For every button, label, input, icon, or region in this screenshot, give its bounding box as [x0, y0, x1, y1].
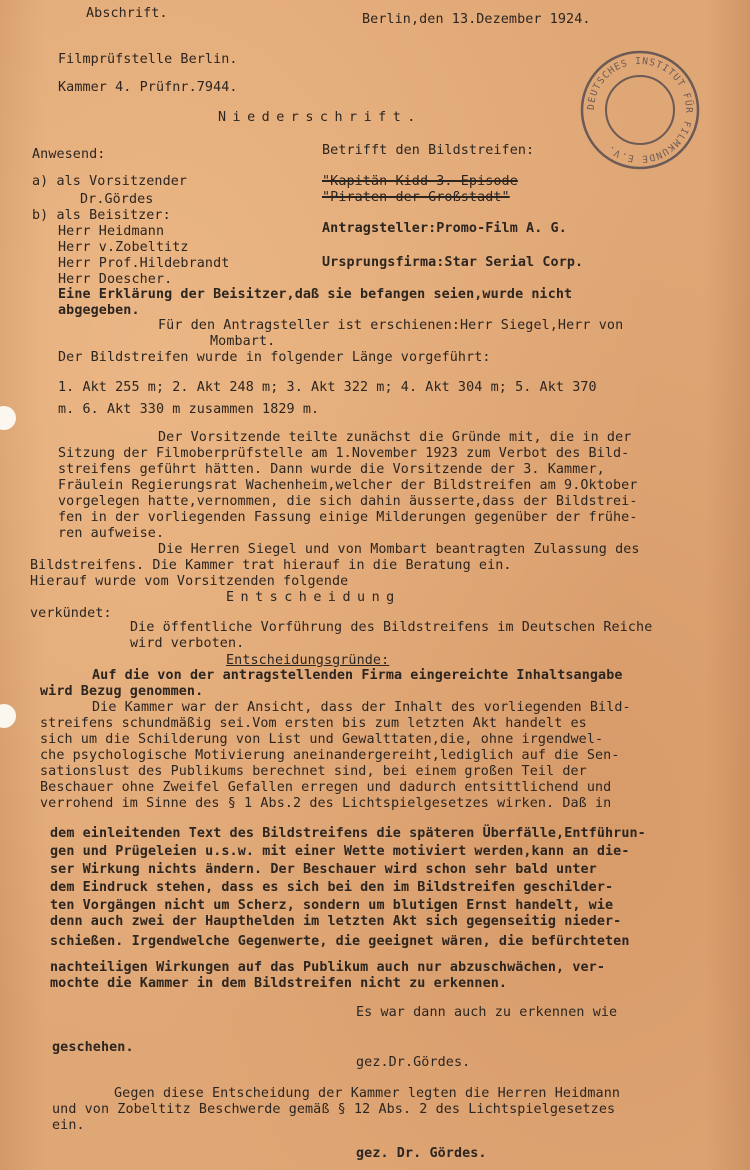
- subject-label: Betrifft den Bildstreifen:: [322, 143, 535, 158]
- paragraph-line: ten Vorgängen nicht um Scherz, sondern um blutigen Ernst handelt, wie: [50, 898, 614, 913]
- acts-line1: 1. Akt 255 m; 2. Akt 248 m; 3. Akt 322 m; 4. Akt 304 m; 5. Akt 370: [58, 380, 597, 395]
- paragraph-line: ser Wirkung nichts ändern. Der Beschauer wird schon sehr bald unter: [50, 862, 597, 877]
- appeared-line2: Mombart.: [210, 334, 276, 349]
- paragraph-line: Bildstreifens. Die Kammer trat hierauf in die Beratung ein.: [30, 558, 512, 573]
- signature-2: gez. Dr. Gördes.: [356, 1146, 487, 1161]
- appeal-line3: ein.: [52, 1118, 85, 1133]
- paragraph-line: nachteiligen Wirkungen auf das Publikum auch nur abzuschwächen, ver-: [50, 960, 606, 975]
- svg-text:DEUTSCHES INSTITUT FÜR FILMKUN: [586, 56, 694, 164]
- abschrift-label: Abschrift.: [86, 6, 168, 21]
- punch-hole-bottom: [0, 704, 16, 728]
- paragraph-line: wird Bezug genommen.: [40, 684, 204, 699]
- paragraph-line: fen in der vorliegenden Fassung einige Milderungen gegenüber der frühe-: [58, 510, 638, 525]
- acts-line2: m. 6. Akt 330 m zusammen 1829 m.: [58, 402, 320, 417]
- decision-line2: wird verboten.: [130, 636, 245, 651]
- paragraph-line: sationslust des Publikums berechnet sind, bei einem großen Teil der: [40, 764, 587, 779]
- date-line: Berlin,den 13.Dezember 1924.: [362, 12, 591, 27]
- appeal-line1: Gegen diese Entscheidung der Kammer legten die Herren Heidmann: [114, 1086, 621, 1101]
- reasons-heading: Entscheidungsgründe:: [226, 653, 390, 668]
- decision-line1: Die öffentliche Vorführung des Bildstreifens im Deutschen Reiche: [130, 620, 653, 635]
- paragraph-line: schießen. Irgendwelche Gegenwerte, die geeignet wären, die befürchteten: [50, 934, 630, 949]
- paragraph-line: verrohend im Sinne des § 1 Abs.2 des Lichtspielgesetzes wirken. Daß in: [40, 796, 612, 811]
- film-title-line1: "Kapitän Kidd 3. Episode: [322, 174, 518, 189]
- punch-hole-top: [0, 406, 16, 430]
- paragraph-line: Beschauer ohne Zweifel Gefallen erregen und dadurch entsittlichend und: [40, 780, 612, 795]
- stamp-text: DEUTSCHES INSTITUT FÜR FILMKUNDE E.V.: [585, 55, 695, 165]
- paragraph-line: Die Kammer war der Ansicht, dass der Inhalt des vorliegenden Bild-: [92, 700, 631, 715]
- document-title: Niederschrift.: [218, 110, 422, 125]
- chair-name: Dr.Gördes: [80, 192, 154, 207]
- appeal-line2: und von Zobeltitz Beschwerde gemäß § 12 Abs. 2 des Lichtspielgesetzes: [52, 1102, 616, 1117]
- paragraph-line: Fräulein Regierungsrat Wachenheim,welcher der Bildstreifen am 9.Oktober: [58, 478, 638, 493]
- length-intro: Der Bildstreifen wurde in folgender Länge vorgeführt:: [58, 350, 491, 365]
- assessor-name: Herr Prof.Hildebrandt: [58, 256, 230, 271]
- attendees-label: Anwesend:: [32, 147, 106, 162]
- paragraph-line: dem Eindruck stehen, dass es sich bei den im Bildstreifen geschilder-: [50, 880, 614, 895]
- archive-stamp: [578, 48, 702, 172]
- paragraph-line: vorgelegen hatte,vernommen, die sich dahin äusserte,dass der Bildstrei-: [58, 494, 638, 509]
- paragraph-line: streifens schundmäßig sei.Vom ersten bis zum letzten Akt handelt es: [40, 716, 587, 731]
- paragraph-line: sich um die Schilderung von List und Gewalttaten,die, ohne irgendwel-: [40, 732, 604, 747]
- assessors-label: b) als Beisitzer:: [32, 208, 171, 223]
- paragraph-line: ren aufweise.: [58, 526, 165, 541]
- applicant: Antragsteller:Promo-Film A. G.: [322, 221, 567, 236]
- chair-label: a) als Vorsitzender: [32, 174, 188, 189]
- paragraph-line: mochte die Kammer in dem Bildstreifen nicht zu erkennen.: [50, 976, 508, 991]
- signature-1: gez.Dr.Gördes.: [356, 1055, 471, 1070]
- declaration-line1: Eine Erklärung der Beisitzer,daß sie befangen seien,wurde nicht: [58, 287, 573, 302]
- assessor-name: Herr Doescher.: [58, 272, 173, 287]
- paragraph-line: gen und Prügeleien u.s.w. mit einer Wette motiviert werden,kann an die-: [50, 844, 630, 859]
- paragraph-line: Der Vorsitzende teilte zunächst die Gründe mit, die in der: [158, 430, 632, 445]
- appeared-line1: Für den Antragsteller ist erschienen:Herr Siegel,Herr von: [158, 318, 624, 333]
- film-title-line2: "Piraten der Großstadt": [322, 190, 510, 205]
- declaration-line2: abgegeben.: [58, 303, 140, 318]
- chamber-number: Kammer 4. Prüfnr.7944.: [58, 80, 238, 95]
- paragraph-line: dem einleitenden Text des Bildstreifens die späteren Überfälle,Entführun-: [50, 826, 646, 841]
- assessor-name: Herr Heidmann: [58, 224, 165, 239]
- paragraph-line: Hierauf wurde vom Vorsitzenden folgende: [30, 574, 349, 589]
- assessor-name: Herr v.Zobeltitz: [58, 240, 189, 255]
- announced-label: verkündet:: [30, 606, 112, 621]
- paragraph-line: Sitzung der Filmoberprüfstelle am 1.November 1923 zum Verbot des Bild-: [58, 446, 630, 461]
- office-name: Filmprüfstelle Berlin.: [58, 52, 238, 67]
- paragraph-line: Die Herren Siegel und von Mombart beantragten Zulassung des: [158, 542, 640, 557]
- paragraph-line: Auf die von der antragstellenden Firma eingereichte Inhaltsangabe: [92, 668, 623, 683]
- origin-company: Ursprungsfirma:Star Serial Corp.: [322, 255, 584, 270]
- paragraph-line: che psychologische Motivierung aneinandergereiht,lediglich auf die Sen-: [40, 748, 620, 763]
- closing-line2: geschehen.: [52, 1040, 134, 1055]
- paragraph-line: denn auch zwei der Haupthelden im letzten Akt sich gegenseitig nieder-: [50, 914, 622, 929]
- closing-line1: Es war dann auch zu erkennen wie: [356, 1005, 618, 1020]
- decision-heading: Entscheidung: [226, 590, 401, 605]
- paragraph-line: streifens geführt hätten. Dann wurde die Vorsitzende der 3. Kammer,: [58, 462, 605, 477]
